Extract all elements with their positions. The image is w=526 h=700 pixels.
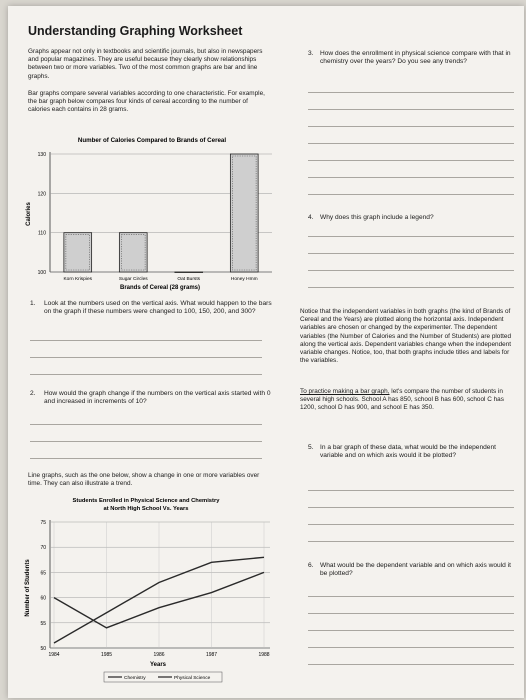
line-chart-y-tick: 65 (40, 570, 46, 577)
intro-paragraph: Graphs appear not only in textbooks and scientific journals, but also in newspapers and popular magazines. They are useful because they clearly show relationships between two or more variables. Two of the most common graphs are bar and line graphs. (28, 48, 263, 80)
line-chart-y-tick: 50 (40, 646, 46, 652)
answer-line[interactable] (308, 253, 514, 254)
answer-line[interactable] (308, 287, 514, 288)
bar-graph-intro: Bar graphs compare several variables according to one characteristic. For example, the bar graph below compares four kinds of cereal according to the number of calories each contains in 28 grams. (28, 90, 265, 114)
line-graph-intro: Line graphs, such as the one below, show a change in one or more variables over time. They can also illustrate a trend. (28, 472, 260, 488)
line-chart-x-tick: 1986 (153, 652, 165, 658)
answer-line[interactable] (30, 441, 262, 442)
worksheet-page (8, 6, 524, 698)
answer-line[interactable] (308, 92, 514, 93)
worksheet-title: Understanding Graphing Worksheet (28, 24, 243, 38)
answer-line[interactable] (308, 109, 514, 110)
question-6-number: 6. (308, 562, 314, 569)
answer-line[interactable] (308, 236, 514, 237)
line-chart-x-tick: 1985 (100, 652, 113, 658)
answer-line[interactable] (308, 596, 514, 597)
answer-line[interactable] (308, 160, 514, 161)
answer-line[interactable] (308, 143, 514, 144)
question-4-number: 4. (308, 214, 314, 221)
answer-line[interactable] (308, 270, 514, 271)
line-chart-title-1: Students Enrolled in Physical Science and Chemistry (72, 498, 220, 504)
line-chart-y-tick: 60 (40, 595, 46, 602)
line-chart-y-tick: 75 (40, 520, 46, 526)
bar-chart-y-tick: 100 (37, 270, 46, 276)
line-chart-x-label: Years (149, 662, 167, 668)
answer-line[interactable] (30, 374, 262, 375)
bar-chart-category-label: Sugar Circles (118, 277, 148, 282)
line-chart-y-tick: 55 (40, 620, 46, 627)
bar-chart-title: Number of Calories Compared to Brands of Cereal (77, 137, 227, 144)
answer-line[interactable] (30, 458, 262, 459)
practice-paragraph (300, 388, 516, 413)
answer-line[interactable] (30, 357, 262, 358)
line-chart-y-tick: 70 (40, 545, 46, 552)
line-chart-x-tick: 1988 (258, 652, 270, 658)
bar-chart-y-tick: 120 (37, 191, 46, 198)
question-4-text: Why does this graph include a legend? (320, 214, 434, 221)
bar-chart-bar (230, 154, 258, 272)
question-6-text: What would be the dependent variable and on which axis would it be plotted? (320, 562, 511, 578)
line-chart-x-tick: 1987 (205, 652, 218, 658)
variables-notice: Notice that the independent variables in both graphs (the kind of Brands of Cereal and the Years) are plotted along the horizontal axis. Independent variables are chosen or changed by the experimenter. The dependent variables (the Number of Calories and the Number of Students) are plotted along the vertical axis. Dependent variables change when the independent variable changes. Notice, too, that both graphs include titles and labels for the variables. (300, 308, 512, 365)
bar-chart-y-tick: 110 (38, 230, 46, 237)
line-chart (18, 494, 278, 694)
bar-chart-x-label: Brands of Cereal (28 grams) (119, 285, 201, 291)
bar-chart-y-label: Calories (26, 202, 32, 226)
question-3-text: How does the enrollment in physical science compare with that in chemistry over the years? Do you see any trends? (320, 50, 511, 66)
legend-chemistry-label: Chemistry (124, 676, 146, 681)
answer-line[interactable] (308, 194, 514, 195)
answer-line[interactable] (308, 613, 514, 614)
answer-line[interactable] (30, 340, 262, 341)
practice-rest: let's compare the number of students in several high schools. School A has 850, school B has 600, school C has 1200, school D has 900, and school E has 350. (300, 388, 504, 412)
line-chart-x-tick: 1984 (48, 652, 60, 658)
bar-chart-bar (175, 272, 203, 273)
answer-line[interactable] (308, 524, 514, 525)
question-2-number: 2. (30, 390, 36, 397)
legend-physical-science-label: Physical Science (174, 676, 211, 681)
question-1-number: 1. (30, 300, 36, 307)
answer-line[interactable] (308, 541, 514, 542)
answer-line[interactable] (308, 126, 514, 127)
answer-line[interactable] (308, 490, 514, 491)
bar-chart-category-label: Korn Krispies (63, 277, 93, 282)
bar-chart (20, 124, 282, 296)
bar-chart-y-tick: 130 (37, 152, 46, 158)
question-1-text: Look at the numbers used on the vertical axis. What would happen to the bars on the graph if these numbers were changed to 100, 150, 200, and 300? (44, 300, 272, 316)
answer-line[interactable] (308, 177, 514, 178)
answer-line[interactable] (308, 647, 514, 648)
bar-chart-bar (119, 233, 147, 272)
answer-line[interactable] (30, 424, 262, 425)
line-chart-title-2: at North High School Vs. Years (103, 506, 189, 512)
answer-line[interactable] (308, 507, 514, 508)
bar-chart-category-label: Oat Bursts (177, 277, 201, 282)
question-5-text: In a bar graph of these data, what would be the independent variable and on which axis would it be plotted? (320, 444, 496, 460)
question-2-text: How would the graph change if the numbers on the vertical axis started with 0 and increased in increments of 10? (44, 390, 271, 406)
bar-chart-category-label: Honey Hmm (230, 277, 258, 282)
line-chart-legend (104, 672, 222, 682)
bar-chart-bar (64, 233, 92, 272)
answer-line[interactable] (308, 630, 514, 631)
question-5-number: 5. (308, 444, 314, 451)
practice-lead: To practice making a bar graph, (300, 388, 390, 395)
answer-line[interactable] (308, 664, 514, 665)
question-3-number: 3. (308, 50, 314, 57)
line-chart-y-label: Number of Students (25, 559, 31, 617)
